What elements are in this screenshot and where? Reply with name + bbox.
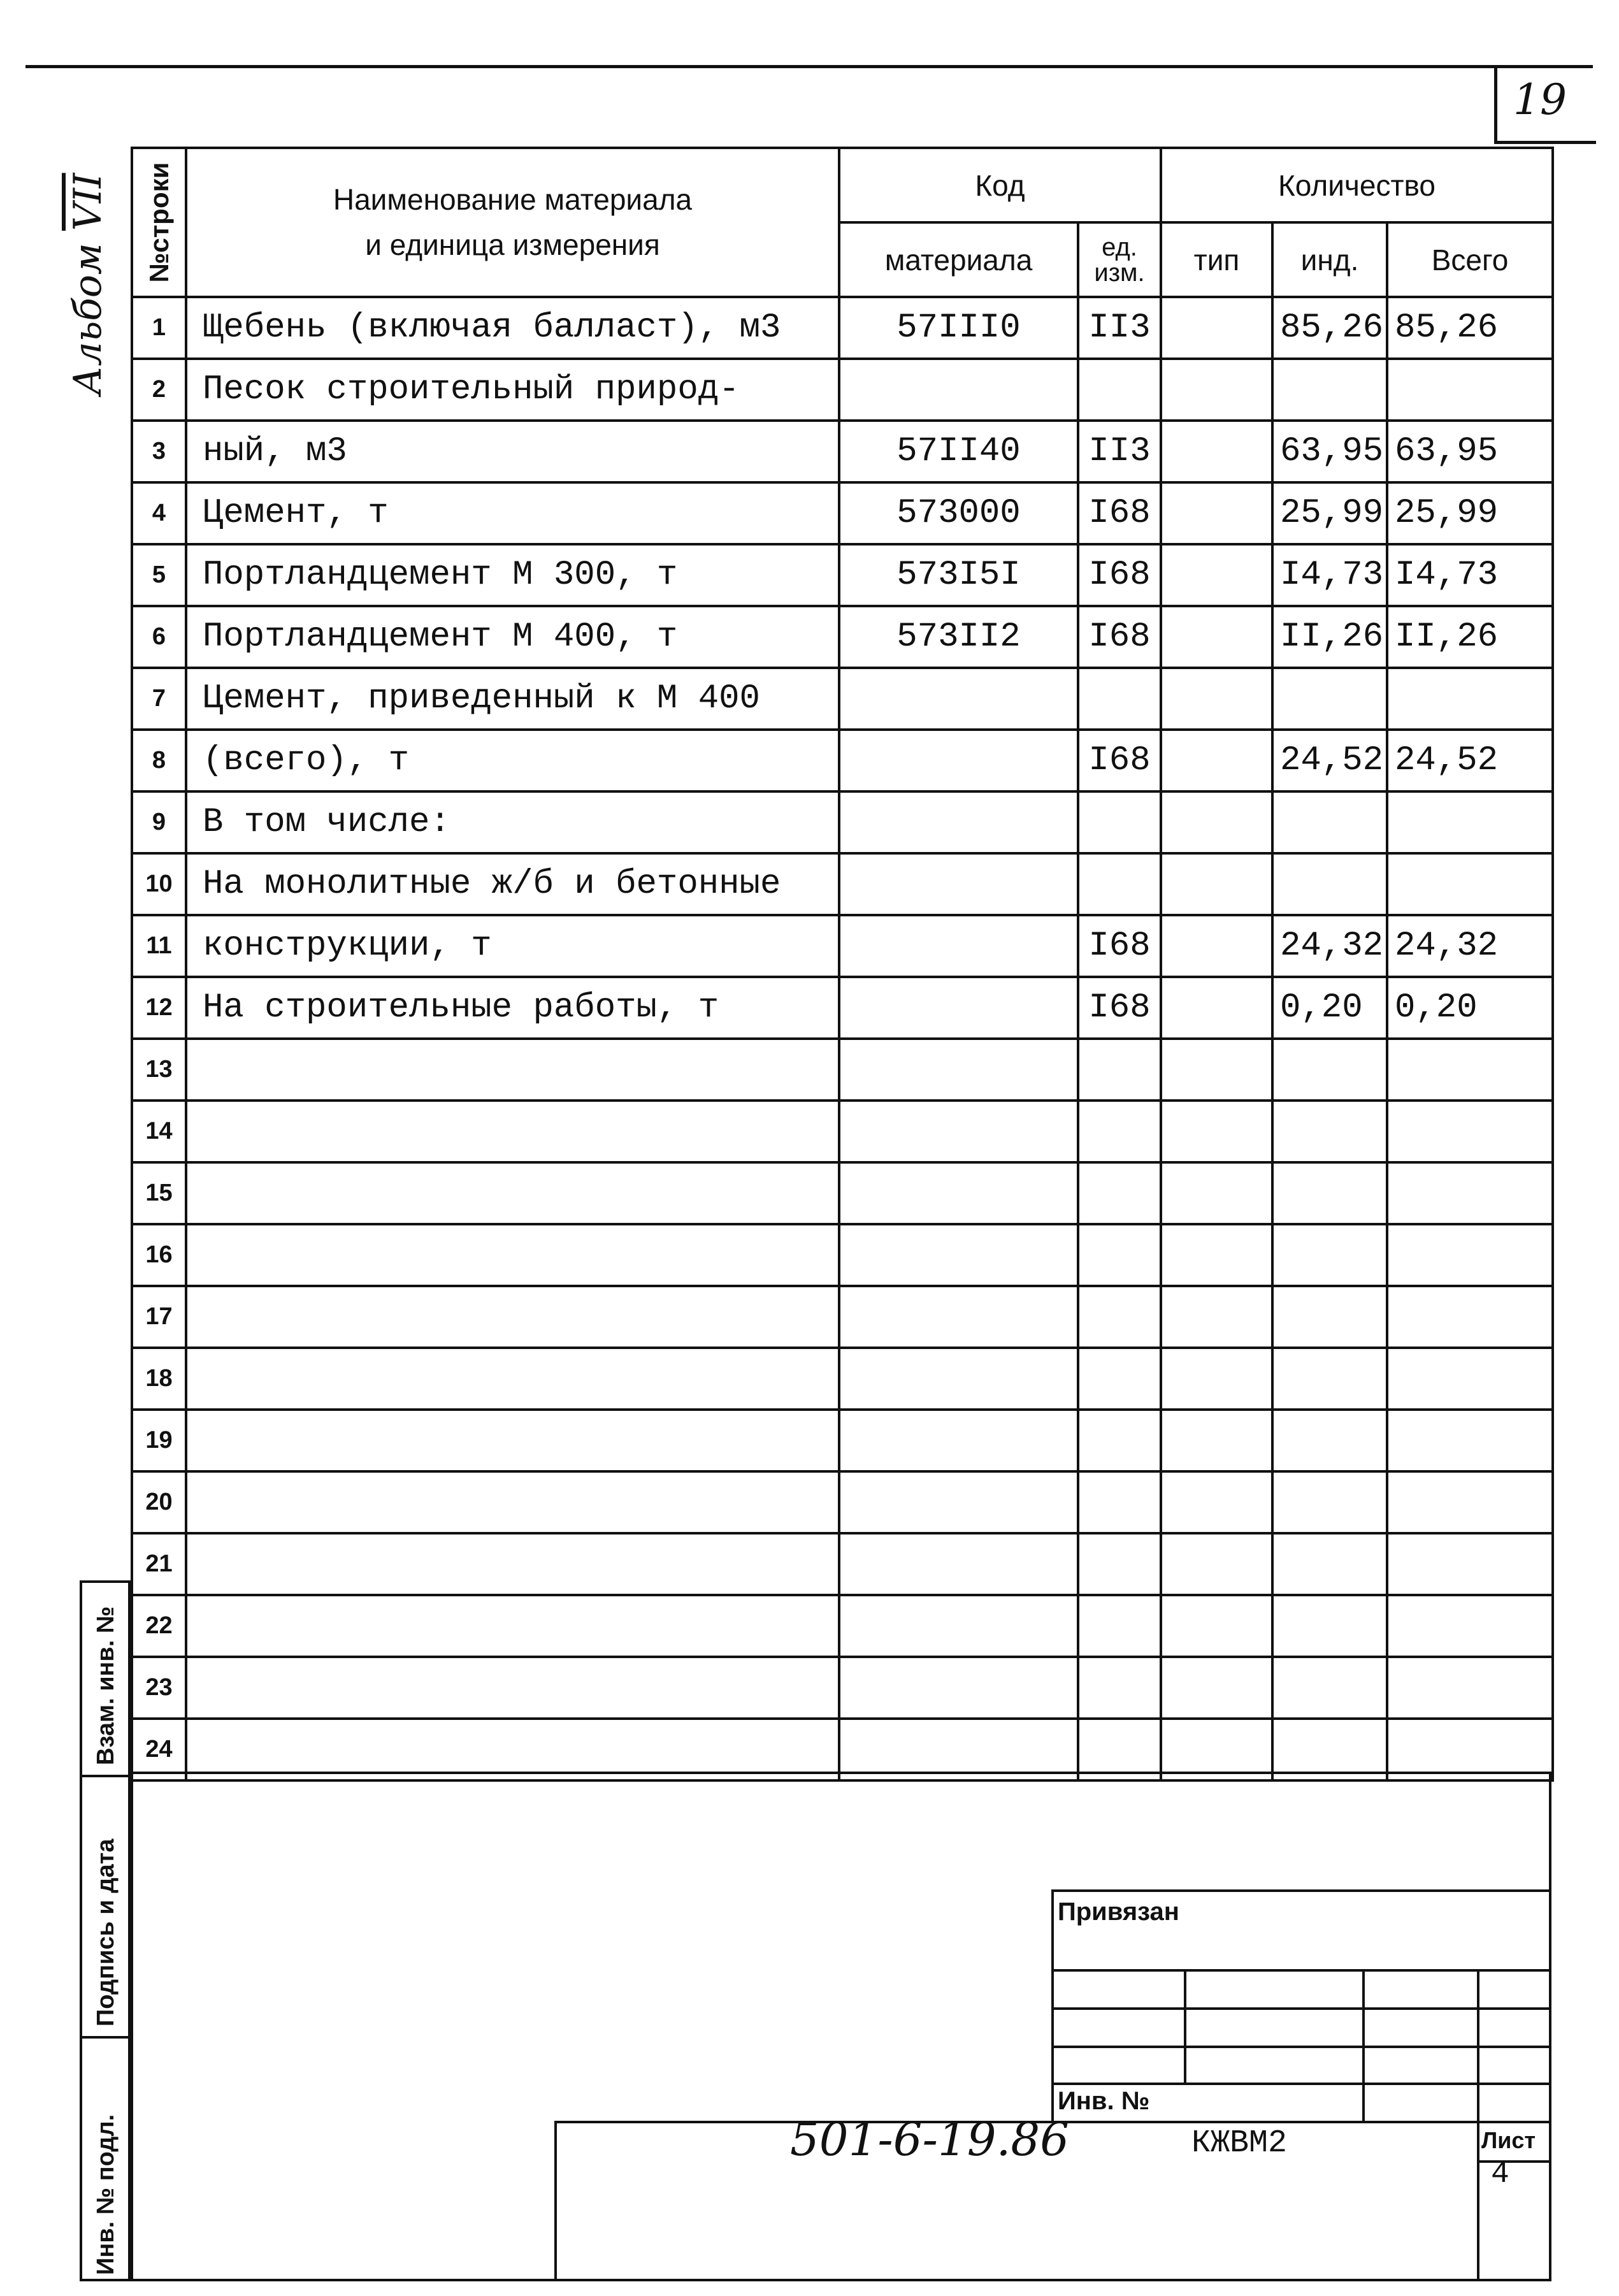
cell-material-code bbox=[839, 730, 1078, 791]
title-block-sheet-line bbox=[1477, 2160, 1551, 2163]
cell-qty-total bbox=[1387, 1471, 1553, 1533]
header-qty-type: тип bbox=[1161, 222, 1272, 297]
frame-table-bottom bbox=[131, 1772, 1551, 1774]
cell-material-code: 573II2 bbox=[839, 606, 1078, 668]
cell-qty-type bbox=[1161, 544, 1272, 606]
cell-row-number: 1 bbox=[132, 297, 186, 359]
cell-row-number: 16 bbox=[132, 1224, 186, 1286]
cell-material-name: Портландцемент М 400, т bbox=[186, 606, 839, 668]
cell-qty-type bbox=[1161, 668, 1272, 730]
document-code: КЖВМ2 bbox=[1191, 2125, 1288, 2162]
stamp-top-line bbox=[1051, 1889, 1551, 1892]
cell-qty-total: 24,52 bbox=[1387, 730, 1553, 791]
sheet-number: 4 bbox=[1491, 2157, 1509, 2191]
table-row bbox=[132, 1224, 1553, 1286]
header-code-group: Код bbox=[839, 148, 1161, 222]
album-word: Альбом bbox=[66, 243, 110, 395]
album-label bbox=[66, 173, 110, 395]
table-row bbox=[132, 1533, 1553, 1595]
cell-qty-type bbox=[1161, 1657, 1272, 1719]
cell-material-name bbox=[186, 1348, 839, 1410]
title-block-left bbox=[554, 2121, 557, 2280]
table-row bbox=[132, 730, 1553, 791]
cell-qty-total bbox=[1387, 1101, 1553, 1162]
cell-qty-total bbox=[1387, 1348, 1553, 1410]
table-row bbox=[132, 977, 1553, 1039]
cell-qty-ind bbox=[1272, 1471, 1387, 1533]
cell-qty-ind: 0,20 bbox=[1272, 977, 1387, 1039]
cell-qty-type bbox=[1161, 1348, 1272, 1410]
table-row bbox=[132, 1657, 1553, 1719]
table-row bbox=[132, 297, 1553, 359]
cell-qty-type bbox=[1161, 791, 1272, 853]
cell-unit-code bbox=[1078, 853, 1161, 915]
sheet-label: Лист bbox=[1481, 2127, 1536, 2153]
cell-material-name bbox=[186, 1533, 839, 1595]
header-qty-ind: инд. bbox=[1272, 222, 1387, 297]
cell-material-name bbox=[186, 1286, 839, 1348]
cell-qty-total bbox=[1387, 1286, 1553, 1348]
cell-qty-ind: 85,26 bbox=[1272, 297, 1387, 359]
cell-unit-code: I68 bbox=[1078, 977, 1161, 1039]
side-label-vzam-inv: Взам. инв. № bbox=[92, 1606, 119, 1765]
cell-qty-ind bbox=[1272, 853, 1387, 915]
cell-material-name bbox=[186, 1039, 839, 1101]
cell-qty-total: II,26 bbox=[1387, 606, 1553, 668]
cell-row-number: 2 bbox=[132, 359, 186, 421]
cell-qty-total: 63,95 bbox=[1387, 421, 1553, 482]
stamp-privyazan-label: Привязан bbox=[1058, 1898, 1179, 1926]
cell-material-name: На строительные работы, т bbox=[186, 977, 839, 1039]
cell-material-name: Цемент, т bbox=[186, 482, 839, 544]
cell-qty-total: I4,73 bbox=[1387, 544, 1553, 606]
cell-material-name: конструкции, т bbox=[186, 915, 839, 977]
side-divider-1 bbox=[80, 1775, 131, 1777]
cell-qty-type bbox=[1161, 482, 1272, 544]
cell-unit-code bbox=[1078, 1533, 1161, 1595]
cell-material-code bbox=[839, 1657, 1078, 1719]
cell-material-name bbox=[186, 1410, 839, 1471]
cell-qty-type bbox=[1161, 853, 1272, 915]
cell-row-number: 23 bbox=[132, 1657, 186, 1719]
cell-material-code bbox=[839, 977, 1078, 1039]
cell-qty-ind bbox=[1272, 1039, 1387, 1101]
cell-qty-ind bbox=[1272, 1162, 1387, 1224]
cell-material-name: Цемент, приведенный к М 400 bbox=[186, 668, 839, 730]
cell-row-number: 12 bbox=[132, 977, 186, 1039]
cell-qty-ind bbox=[1272, 1657, 1387, 1719]
cell-qty-total bbox=[1387, 668, 1553, 730]
table-row bbox=[132, 668, 1553, 730]
cell-qty-total: 0,20 bbox=[1387, 977, 1553, 1039]
table-row bbox=[132, 1039, 1553, 1101]
cell-qty-total bbox=[1387, 1533, 1553, 1595]
cell-material-name: ный, м3 bbox=[186, 421, 839, 482]
cell-unit-code: I68 bbox=[1078, 915, 1161, 977]
cell-qty-type bbox=[1161, 915, 1272, 977]
cell-qty-ind bbox=[1272, 1286, 1387, 1348]
cell-material-code bbox=[839, 1162, 1078, 1224]
cell-unit-code bbox=[1078, 1657, 1161, 1719]
cell-qty-total bbox=[1387, 359, 1553, 421]
frame-right-line bbox=[1549, 1772, 1551, 2281]
page-number: 19 bbox=[1513, 75, 1567, 124]
cell-unit-code: I68 bbox=[1078, 482, 1161, 544]
cell-qty-type bbox=[1161, 1595, 1272, 1657]
table-row bbox=[132, 1471, 1553, 1533]
cell-material-code bbox=[839, 1471, 1078, 1533]
side-divider-2 bbox=[80, 2036, 131, 2039]
cell-material-name: На монолитные ж/б и бетонные bbox=[186, 853, 839, 915]
side-label-podpis-data: Подпись и дата bbox=[92, 1838, 119, 2026]
table-row bbox=[132, 606, 1553, 668]
cell-material-code bbox=[839, 791, 1078, 853]
header-material-name: Наименование материала и единица измерения bbox=[186, 148, 839, 297]
cell-material-name bbox=[186, 1595, 839, 1657]
cell-unit-code: I68 bbox=[1078, 730, 1161, 791]
cell-qty-ind: 63,95 bbox=[1272, 421, 1387, 482]
cell-unit-code bbox=[1078, 1595, 1161, 1657]
cell-unit-code bbox=[1078, 1039, 1161, 1101]
cell-material-name: (всего), т bbox=[186, 730, 839, 791]
cell-material-name: Портландцемент М 300, т bbox=[186, 544, 839, 606]
cell-qty-type bbox=[1161, 1101, 1272, 1162]
cell-material-code: 573I5I bbox=[839, 544, 1078, 606]
cell-qty-type bbox=[1161, 1162, 1272, 1224]
cell-row-number: 13 bbox=[132, 1039, 186, 1101]
stamp-left-line bbox=[1051, 1889, 1054, 2122]
cell-qty-total: 24,32 bbox=[1387, 915, 1553, 977]
cell-qty-ind bbox=[1272, 668, 1387, 730]
cell-row-number: 18 bbox=[132, 1348, 186, 1410]
cell-unit-code bbox=[1078, 1224, 1161, 1286]
cell-material-name bbox=[186, 1657, 839, 1719]
cell-row-number: 6 bbox=[132, 606, 186, 668]
header-code-unit: ед. изм. bbox=[1078, 222, 1161, 297]
cell-qty-type bbox=[1161, 977, 1272, 1039]
cell-qty-total bbox=[1387, 1224, 1553, 1286]
cell-material-name bbox=[186, 1101, 839, 1162]
cell-row-number: 19 bbox=[132, 1410, 186, 1471]
cell-unit-code: II3 bbox=[1078, 297, 1161, 359]
cell-material-name bbox=[186, 1224, 839, 1286]
materials-table bbox=[131, 147, 1554, 1782]
header-code-material: материала bbox=[839, 222, 1078, 297]
cell-material-code bbox=[839, 1286, 1078, 1348]
cell-material-name bbox=[186, 1471, 839, 1533]
cell-material-code bbox=[839, 915, 1078, 977]
cell-row-number: 22 bbox=[132, 1595, 186, 1657]
cell-unit-code: I68 bbox=[1078, 544, 1161, 606]
cell-unit-code bbox=[1078, 1286, 1161, 1348]
header-qty-total: Всего bbox=[1387, 222, 1553, 297]
cell-material-code bbox=[839, 1595, 1078, 1657]
cell-row-number: 14 bbox=[132, 1101, 186, 1162]
cell-row-number: 4 bbox=[132, 482, 186, 544]
cell-row-number: 17 bbox=[132, 1286, 186, 1348]
stamp-inv-no-label: Инв. № bbox=[1058, 2087, 1150, 2115]
cell-material-code bbox=[839, 1348, 1078, 1410]
cell-material-code bbox=[839, 668, 1078, 730]
cell-qty-type bbox=[1161, 606, 1272, 668]
cell-qty-ind bbox=[1272, 1101, 1387, 1162]
cell-material-code: 57II40 bbox=[839, 421, 1078, 482]
cell-material-code: 57III0 bbox=[839, 297, 1078, 359]
cell-row-number: 21 bbox=[132, 1533, 186, 1595]
side-label-inv-podl: Инв. № подл. bbox=[92, 2114, 119, 2275]
header-quantity-group: Количество bbox=[1161, 148, 1553, 222]
cell-qty-type bbox=[1161, 1286, 1272, 1348]
cell-material-code: 573000 bbox=[839, 482, 1078, 544]
cell-material-code bbox=[839, 1039, 1078, 1101]
table-row bbox=[132, 853, 1553, 915]
cell-row-number: 11 bbox=[132, 915, 186, 977]
cell-qty-type bbox=[1161, 297, 1272, 359]
table-row bbox=[132, 915, 1553, 977]
header-row-number: №строки bbox=[132, 148, 186, 297]
cell-qty-ind bbox=[1272, 1410, 1387, 1471]
cell-qty-total: 85,26 bbox=[1387, 297, 1553, 359]
cell-material-code bbox=[839, 1410, 1078, 1471]
cell-qty-ind bbox=[1272, 359, 1387, 421]
cell-qty-type bbox=[1161, 730, 1272, 791]
title-block-sheet-divider bbox=[1477, 2121, 1479, 2280]
table-row bbox=[132, 421, 1553, 482]
cell-row-number: 10 bbox=[132, 853, 186, 915]
cell-qty-ind bbox=[1272, 1224, 1387, 1286]
table-row bbox=[132, 482, 1553, 544]
cell-row-number: 3 bbox=[132, 421, 186, 482]
cell-qty-ind bbox=[1272, 1595, 1387, 1657]
cell-unit-code: I68 bbox=[1078, 606, 1161, 668]
cell-qty-ind: II,26 bbox=[1272, 606, 1387, 668]
cell-qty-type bbox=[1161, 1039, 1272, 1101]
table-row bbox=[132, 1410, 1553, 1471]
cell-row-number: 5 bbox=[132, 544, 186, 606]
cell-row-number: 7 bbox=[132, 668, 186, 730]
stamp-col-2 bbox=[1362, 1969, 1365, 2122]
cell-unit-code bbox=[1078, 1162, 1161, 1224]
cell-unit-code bbox=[1078, 1410, 1161, 1471]
stamp-col-1 bbox=[1184, 1969, 1186, 2084]
cell-row-number: 15 bbox=[132, 1162, 186, 1224]
document-number: 501-6-19.86 bbox=[790, 2112, 1070, 2166]
stamp-col-3 bbox=[1477, 1969, 1479, 2122]
album-volume: $\overline{VII}$ bbox=[66, 173, 110, 231]
cell-unit-code bbox=[1078, 668, 1161, 730]
cell-unit-code bbox=[1078, 1471, 1161, 1533]
cell-qty-total: 25,99 bbox=[1387, 482, 1553, 544]
cell-qty-ind: 24,32 bbox=[1272, 915, 1387, 977]
cell-row-number: 24 bbox=[132, 1719, 186, 1780]
cell-material-name: В том числе: bbox=[186, 791, 839, 853]
cell-qty-type bbox=[1161, 1224, 1272, 1286]
table-row bbox=[132, 791, 1553, 853]
cell-qty-total bbox=[1387, 1410, 1553, 1471]
table-row bbox=[132, 1101, 1553, 1162]
cell-material-code bbox=[839, 1224, 1078, 1286]
cell-unit-code bbox=[1078, 1348, 1161, 1410]
cell-material-code bbox=[839, 359, 1078, 421]
cell-material-code bbox=[839, 1101, 1078, 1162]
cell-qty-type bbox=[1161, 1533, 1272, 1595]
cell-qty-type bbox=[1161, 1410, 1272, 1471]
table-body bbox=[132, 297, 1553, 1780]
cell-material-name: Песок строительный природ- bbox=[186, 359, 839, 421]
table-row bbox=[132, 544, 1553, 606]
cell-unit-code: II3 bbox=[1078, 421, 1161, 482]
table-row bbox=[132, 1162, 1553, 1224]
cell-qty-total bbox=[1387, 1039, 1553, 1101]
table-row bbox=[132, 1286, 1553, 1348]
cell-unit-code bbox=[1078, 1101, 1161, 1162]
cell-unit-code bbox=[1078, 791, 1161, 853]
cell-qty-type bbox=[1161, 359, 1272, 421]
cell-qty-ind bbox=[1272, 791, 1387, 853]
cell-material-code bbox=[839, 1533, 1078, 1595]
cell-qty-ind bbox=[1272, 1348, 1387, 1410]
cell-qty-ind: 24,52 bbox=[1272, 730, 1387, 791]
cell-row-number: 20 bbox=[132, 1471, 186, 1533]
cell-material-name bbox=[186, 1162, 839, 1224]
cell-qty-total bbox=[1387, 791, 1553, 853]
table-row bbox=[132, 1595, 1553, 1657]
table-row bbox=[132, 1348, 1553, 1410]
cell-qty-total bbox=[1387, 1657, 1553, 1719]
cell-unit-code bbox=[1078, 359, 1161, 421]
cell-material-name: Щебень (включая балласт), м3 bbox=[186, 297, 839, 359]
cell-qty-total bbox=[1387, 1162, 1553, 1224]
cell-qty-type bbox=[1161, 1471, 1272, 1533]
cell-row-number: 8 bbox=[132, 730, 186, 791]
cell-qty-type bbox=[1161, 421, 1272, 482]
cell-material-code bbox=[839, 853, 1078, 915]
top-rule bbox=[25, 65, 1593, 68]
cell-qty-ind: I4,73 bbox=[1272, 544, 1387, 606]
table-row bbox=[132, 359, 1553, 421]
cell-qty-total bbox=[1387, 853, 1553, 915]
frame-left-line bbox=[131, 1580, 133, 2281]
cell-row-number: 9 bbox=[132, 791, 186, 853]
frame-bottom-line bbox=[131, 2279, 1551, 2281]
cell-qty-ind bbox=[1272, 1533, 1387, 1595]
cell-qty-total bbox=[1387, 1595, 1553, 1657]
cell-qty-ind: 25,99 bbox=[1272, 482, 1387, 544]
